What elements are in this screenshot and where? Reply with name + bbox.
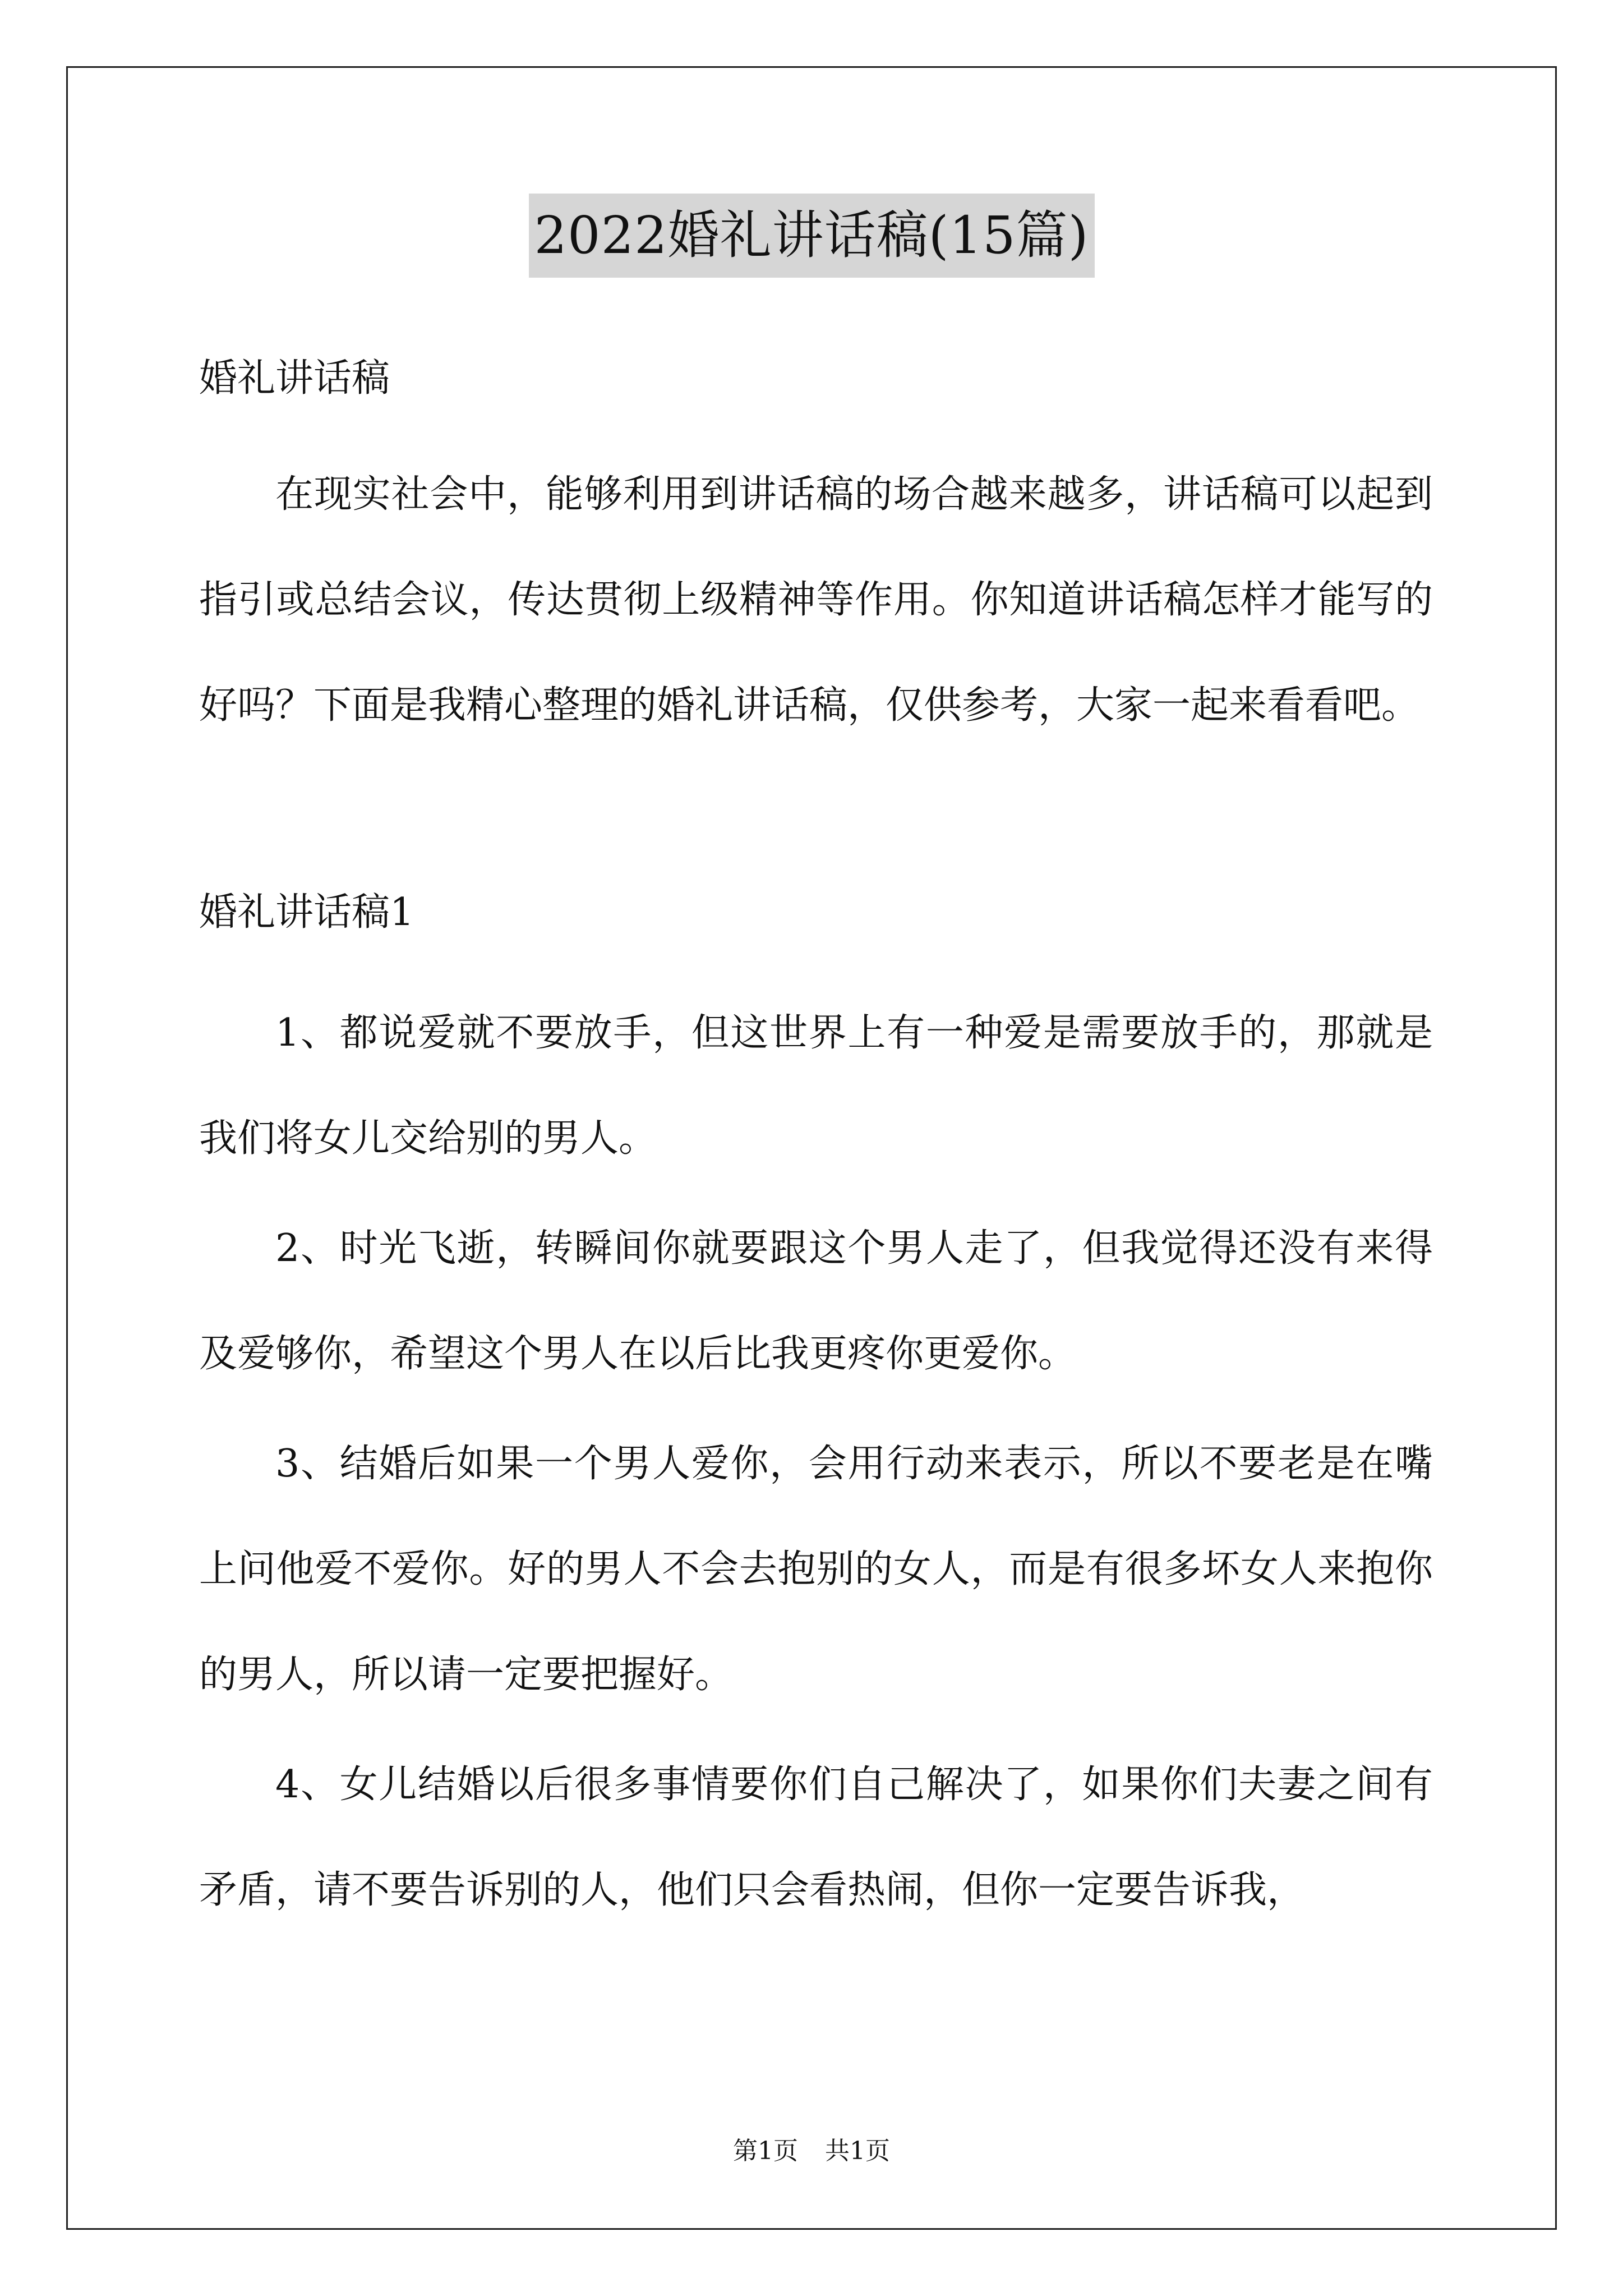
- document-title: 2022婚礼讲话稿(15篇): [529, 194, 1095, 278]
- list-item: 2、时光飞逝，转瞬间你就要跟这个男人走了，但我觉得还没有来得及爱够你，希望这个男人在以后比我更疼你更爱你。: [199, 1226, 1433, 1376]
- list-item: 3、结婚后如果一个男人爱你，会用行动来表示，所以不要老是在嘴上问他爱不爱你。好的男人不会去抱别的女人，而是有很多坏女人来抱你的男人，所以请一定要把握好。: [199, 1442, 1433, 1697]
- page-footer: [0, 2134, 1623, 2168]
- intro-paragraph: 在现实社会中，能够利用到讲话稿的场合越来越多，讲话稿可以起到指引或总结会议，传达贯彻上级精神等作用。你知道讲话稿怎样才能写的好吗？下面是我精心整理的婚礼讲话稿，仅供参考，大家一起来看看吧。: [199, 472, 1433, 728]
- list-item: 1、都说爱就不要放手，但这世界上有一种爱是需要放手的，那就是我们将女儿交给别的男人。: [199, 1011, 1433, 1161]
- page-number: 第1页: [733, 2137, 798, 2165]
- list-item: 4、女儿结婚以后很多事情要你们自己解决了，如果你们夫妻之间有矛盾，请不要告诉别的人，他们只会看热闹，但你一定要告诉我，: [199, 1763, 1433, 1912]
- title-container: [0, 194, 1623, 278]
- page-total: 共1页: [825, 2137, 890, 2165]
- intro-heading: 婚礼讲话稿: [199, 356, 390, 401]
- section-heading: 婚礼讲话稿1: [199, 890, 414, 935]
- document-body: [199, 342, 1433, 1943]
